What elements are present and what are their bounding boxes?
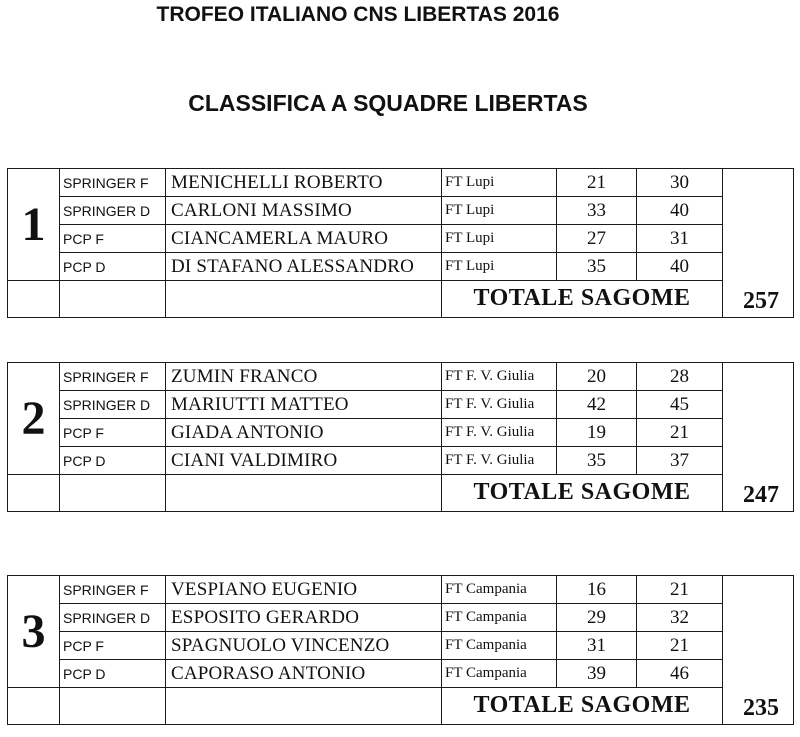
category-cell: PCP F: [60, 632, 166, 660]
category-cell: SPRINGER F: [60, 576, 166, 604]
club-cell: FT Campania: [442, 660, 557, 688]
team-rank: 3: [8, 576, 60, 688]
table-row: [8, 169, 794, 197]
blank-cell: [8, 475, 60, 512]
score-1-cell: 31: [557, 632, 637, 660]
blank-cell: [166, 281, 442, 318]
category-cell: PCP F: [60, 225, 166, 253]
total-label: TOTALE SAGOME: [442, 475, 723, 512]
blank-cell: [723, 169, 794, 281]
table-row: [8, 632, 794, 660]
club-cell: FT Campania: [442, 632, 557, 660]
shooter-name: CAPORASO ANTONIO: [166, 660, 442, 688]
shooter-name: SPAGNUOLO VINCENZO: [166, 632, 442, 660]
table-row: [8, 197, 794, 225]
page-subtitle: CLASSIFICA A SQUADRE LIBERTAS: [188, 90, 588, 116]
category-cell: SPRINGER D: [60, 197, 166, 225]
score-2-cell: 31: [637, 225, 723, 253]
table-row: [8, 447, 794, 475]
blank-cell: [723, 576, 794, 688]
score-2-cell: 30: [637, 169, 723, 197]
score-1-cell: 27: [557, 225, 637, 253]
blank-cell: [60, 688, 166, 725]
category-cell: PCP D: [60, 447, 166, 475]
category-cell: PCP D: [60, 660, 166, 688]
team-table: [7, 168, 794, 318]
table-row: [8, 391, 794, 419]
score-2-cell: 40: [637, 253, 723, 281]
score-2-cell: 21: [637, 419, 723, 447]
category-cell: PCP D: [60, 253, 166, 281]
score-1-cell: 16: [557, 576, 637, 604]
shooter-name: GIADA ANTONIO: [166, 419, 442, 447]
score-1-cell: 35: [557, 447, 637, 475]
total-row: [8, 281, 794, 318]
total-row: [8, 688, 794, 725]
shooter-name: CARLONI MASSIMO: [166, 197, 442, 225]
score-1-cell: 21: [557, 169, 637, 197]
category-cell: SPRINGER F: [60, 363, 166, 391]
score-2-cell: 28: [637, 363, 723, 391]
shooter-name: DI STAFANO ALESSANDRO: [166, 253, 442, 281]
team-rank: 2: [8, 363, 60, 475]
score-1-cell: 29: [557, 604, 637, 632]
table-row: [8, 225, 794, 253]
score-2-cell: 40: [637, 197, 723, 225]
club-cell: FT Campania: [442, 604, 557, 632]
score-2-cell: 21: [637, 576, 723, 604]
blank-cell: [60, 475, 166, 512]
score-2-cell: 21: [637, 632, 723, 660]
score-2-cell: 45: [637, 391, 723, 419]
team-rank: 1: [8, 169, 60, 281]
shooter-name: MARIUTTI MATTEO: [166, 391, 442, 419]
table-row: [8, 660, 794, 688]
club-cell: FT Lupi: [442, 253, 557, 281]
category-cell: SPRINGER D: [60, 604, 166, 632]
shooter-name: CIANCAMERLA MAURO: [166, 225, 442, 253]
score-1-cell: 19: [557, 419, 637, 447]
score-1-cell: 39: [557, 660, 637, 688]
score-1-cell: 35: [557, 253, 637, 281]
page-title: TROFEO ITALIANO CNS LIBERTAS 2016: [156, 3, 560, 26]
shooter-name: ZUMIN FRANCO: [166, 363, 442, 391]
total-label: TOTALE SAGOME: [442, 281, 723, 318]
category-cell: PCP F: [60, 419, 166, 447]
total-value: 235: [723, 688, 794, 725]
team-table: [7, 575, 794, 725]
club-cell: FT F. V. Giulia: [442, 447, 557, 475]
score-1-cell: 33: [557, 197, 637, 225]
table-row: [8, 576, 794, 604]
table-row: [8, 604, 794, 632]
club-cell: FT F. V. Giulia: [442, 363, 557, 391]
club-cell: FT Lupi: [442, 169, 557, 197]
total-row: [8, 475, 794, 512]
blank-cell: [8, 688, 60, 725]
table-row: [8, 363, 794, 391]
blank-cell: [723, 363, 794, 475]
shooter-name: MENICHELLI ROBERTO: [166, 169, 442, 197]
blank-cell: [166, 688, 442, 725]
category-cell: SPRINGER D: [60, 391, 166, 419]
blank-cell: [60, 281, 166, 318]
club-cell: FT Campania: [442, 576, 557, 604]
shooter-name: VESPIANO EUGENIO: [166, 576, 442, 604]
category-cell: SPRINGER F: [60, 169, 166, 197]
score-1-cell: 42: [557, 391, 637, 419]
club-cell: FT F. V. Giulia: [442, 419, 557, 447]
shooter-name: ESPOSITO GERARDO: [166, 604, 442, 632]
score-1-cell: 20: [557, 363, 637, 391]
team-table: [7, 362, 794, 512]
table-row: [8, 253, 794, 281]
total-label: TOTALE SAGOME: [442, 688, 723, 725]
total-value: 247: [723, 475, 794, 512]
table-row: [8, 419, 794, 447]
club-cell: FT Lupi: [442, 225, 557, 253]
total-value: 257: [723, 281, 794, 318]
score-2-cell: 46: [637, 660, 723, 688]
shooter-name: CIANI VALDIMIRO: [166, 447, 442, 475]
club-cell: FT Lupi: [442, 197, 557, 225]
score-2-cell: 37: [637, 447, 723, 475]
score-2-cell: 32: [637, 604, 723, 632]
blank-cell: [8, 281, 60, 318]
blank-cell: [166, 475, 442, 512]
club-cell: FT F. V. Giulia: [442, 391, 557, 419]
